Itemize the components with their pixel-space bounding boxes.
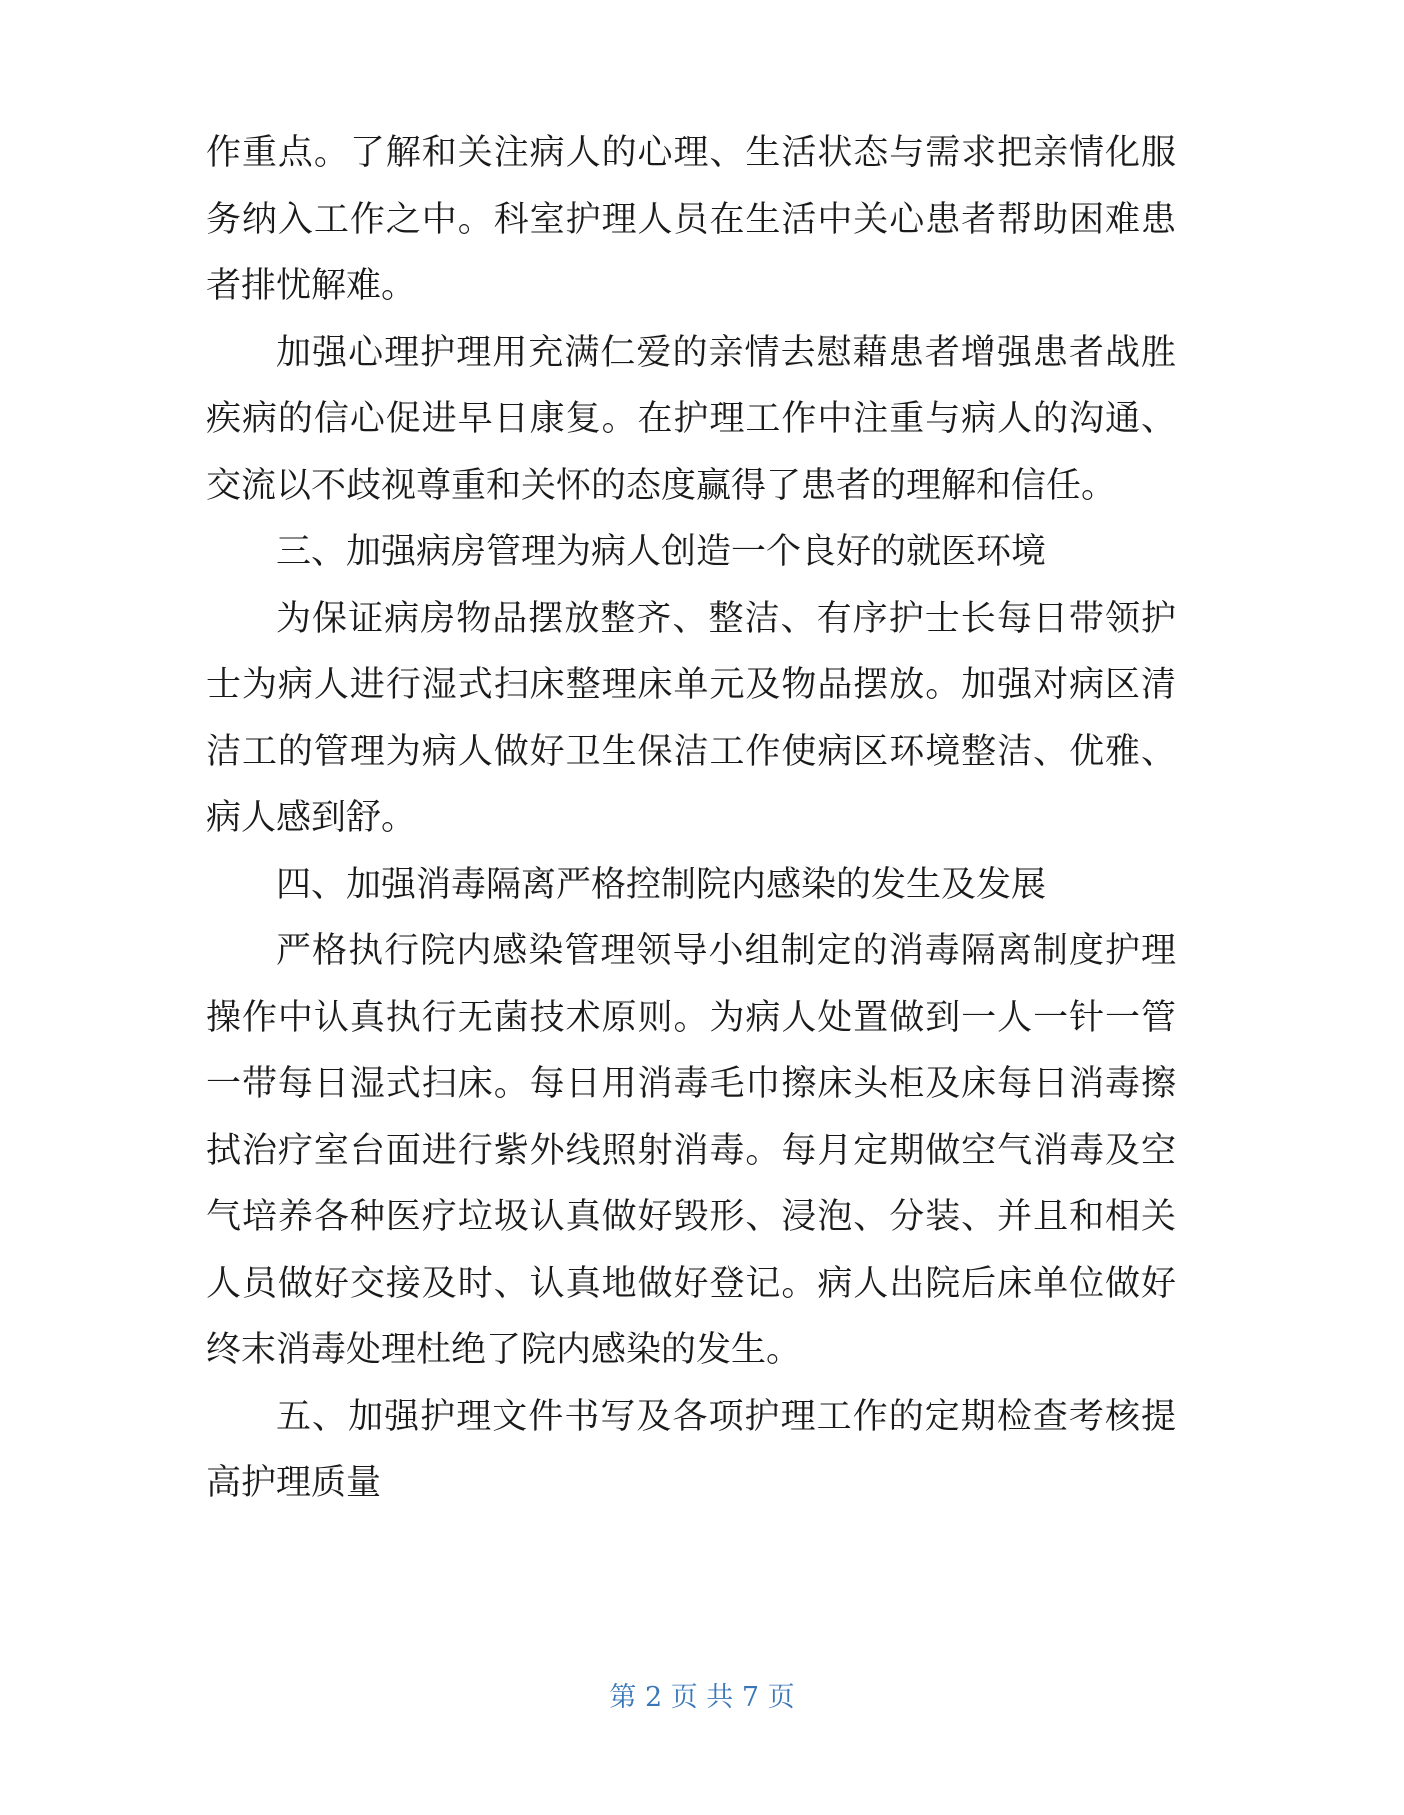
paragraph-4: 为保证病房物品摆放整齐、整洁、有序护士长每日带领护士为病人进行湿式扫床整理床单元及物品摆放。加强对病区清洁工的管理为病人做好卫生保洁工作使病区环境整洁、优雅、病人感到舒。 [206,598,1176,838]
section-heading-3: 三、加强病房管理为病人创造一个良好的就医环境 [276,532,1047,572]
page-number-footer: 第 2 页 共 7 页 [609,1682,795,1713]
paragraph-2: 加强心理护理用充满仁爱的亲情去慰藉患者增强患者战胜疾病的信心促进早日康复。在护理工作中注重与病人的沟通、交流以不歧视尊重和关怀的态度赢得了患者的理解和信任。 [206,332,1176,506]
section-heading-5: 五、加强护理文件书写及各项护理工作的定期检查考核提高护理质量 [206,1396,1176,1503]
paragraph-6: 严格执行院内感染管理领导小组制定的消毒隔离制度护理操作中认真执行无菌技术原则。为病人处置做到一人一针一管一带每日湿式扫床。每日用消毒毛巾擦床头柜及床每日消毒擦拭治疗室台面进行紫外线照射消毒。每月定期做空气消毒及空气培养各种医疗垃圾认真做好毁形、浸泡、分装、并且和相关人员做好交接及时、认真地做好登记。病人出院后床单位做好终末消毒处理杜绝了院内感染的发生。 [206,931,1176,1370]
paragraph-1: 作重点。了解和关注病人的心理、生活状态与需求把亲情化服务纳入工作之中。科室护理人员在生活中关心患者帮助困难患者排忧解难。 [206,133,1176,306]
document-body [206,120,1176,1517]
section-heading-4: 四、加强消毒隔离严格控制院内感染的发生及发展 [276,864,1047,905]
